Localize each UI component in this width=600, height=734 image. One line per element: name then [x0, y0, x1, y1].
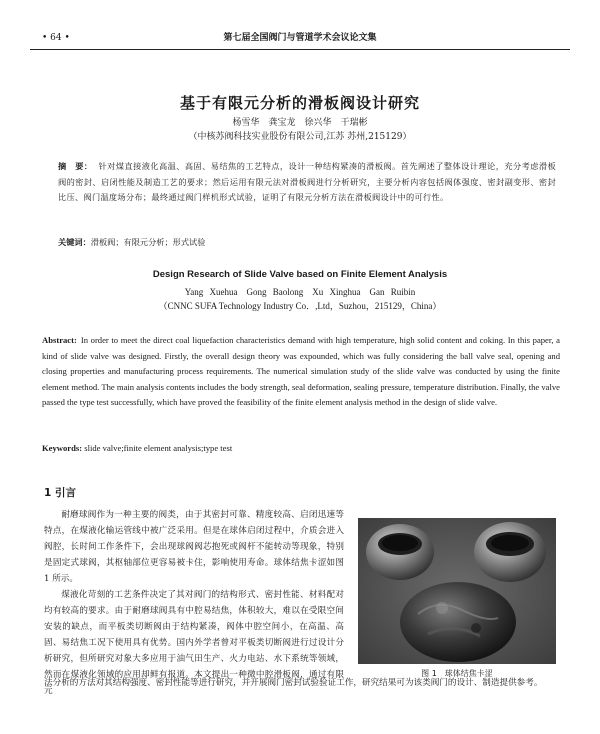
abstract-english-label: Abstract: — [42, 335, 77, 345]
abstract-chinese-text: 针对煤直接液化高温、高固、易结焦的工艺特点，设计一种结构紧凑的滑板阀。首先阐述了整体设计理论，充分考虑滑板阀的密封、启闭性能及制造工艺的要求；然后运用有限元法对滑板阀进行分析研究，主要分析内容包括阀体强度、密封副变形、密封比压、阀门温度场分布；最终通过阀门样机形式试验，证明了有限元分析方法在滑板阀设计中的可行性。 — [58, 161, 557, 202]
introduction-column-text — [44, 507, 344, 699]
right-ball-shell — [474, 522, 546, 582]
abstract-english — [42, 333, 560, 411]
section-heading-introduction: 1 引言 — [44, 487, 76, 499]
header-rule — [30, 49, 570, 50]
keywords-chinese — [58, 235, 556, 249]
figure-1-caption: 图 1 球体结焦卡涩 — [421, 669, 493, 678]
affiliation-english: （CNNC SUFA Technology Industry Co．,Ltd，Suzhou，215129，China） — [158, 301, 442, 311]
title-english: Design Research of Slide Valve based on Finite Element Analysis — [152, 269, 448, 280]
abstract-english-text: In order to meet the direct coal liquefaction characteristics demand with high temperature, high solid content and coking. In this paper, a kind of slide valve was designed. Firstly, the overall design theory was expounded, which was fully considering the ball valve seal, opening and closing properties and manufacturing process requirements. The numerical simulation study of the slide valve was conducted by using the finite element method. The main analysis contents includes the body strength, seal deformation, sealing pressure, temperature distribution. Finally, the valve passed the type test successfully, which have proved the feasibility of the finite element analysis method in the design of slide valve. — [42, 335, 560, 408]
coked-balls-photo — [358, 518, 556, 664]
introduction-paragraph-3: 法分析的方法对其结构强度、密封性能等进行研究，并开展阀门密封试验验证工作，研究结果可为该类阀门的设计、制造提供参考。 — [44, 678, 543, 688]
abstract-chinese-label: 摘 要： — [58, 161, 93, 171]
authors-chinese: 杨雪华 龚宝龙 徐兴华 干瑞彬 — [232, 118, 368, 128]
left-ball-shell — [366, 524, 434, 580]
figure-1-photo — [358, 518, 556, 664]
coked-ball — [400, 582, 516, 662]
running-header — [30, 30, 570, 46]
affiliation-chinese: （中核苏阀科技实业股份有限公司,江苏 苏州,215129） — [188, 132, 412, 142]
page-number: • 64 • — [42, 33, 70, 43]
keywords-english — [42, 441, 560, 455]
abstract-chinese — [58, 159, 556, 206]
authors-english: Yang Xuehua Gong Baolong Xu Xinghua Gan Ruibin — [184, 287, 416, 297]
keywords-english-text: slide valve;finite element analysis;type test — [84, 443, 233, 453]
title-chinese: 基于有限元分析的滑板阀设计研究 — [179, 94, 420, 112]
keywords-english-label: Keywords: — [42, 443, 83, 453]
keywords-chinese-text: 滑板阀；有限元分析；形式试验 — [90, 237, 206, 247]
keywords-chinese-label: 关键词： — [58, 237, 91, 247]
introduction-paragraph-2: 煤液化苛刻的工艺条件决定了其对阀门的结构形式、密封性能、材料配对均有较高的要求。由于耐磨球阀具有中腔易结焦，体积较大，难以在受限空间安装的缺点，而平板类切断阀由于结构紧凑，阀体中腔空间小，在高温、高固、易结焦工况下使用具有优势。国内外学者曾对平板类切断阀进行过设计分析研究，但所研究对象大多应用于油气田生产、火力电站、水下系统等领域，然而在煤液化领域的应用却鲜有报道。本文提出一种微中腔滑板阀，通过有限元 — [44, 590, 344, 696]
introduction-paragraph-1: 耐磨球阀作为一种主要的阀类，由于其密封可靠、精度较高、启闭迅速等特点，在煤液化输运管线中被广泛采用。但是在球体启闭过程中，介质会进入阀腔，长时间工作条件下，会出现球阀阀芯抱死或阀杆不能转动等现象，特别是固定式球阀，其枢轴部位更容易被卡住，影响使用寿命。球体结焦卡涩如图 1 所示。 — [44, 510, 344, 584]
introduction-full-width-text — [44, 675, 558, 691]
journal-title: 第七届全国阀门与管道学术会议论文集 — [223, 33, 377, 43]
